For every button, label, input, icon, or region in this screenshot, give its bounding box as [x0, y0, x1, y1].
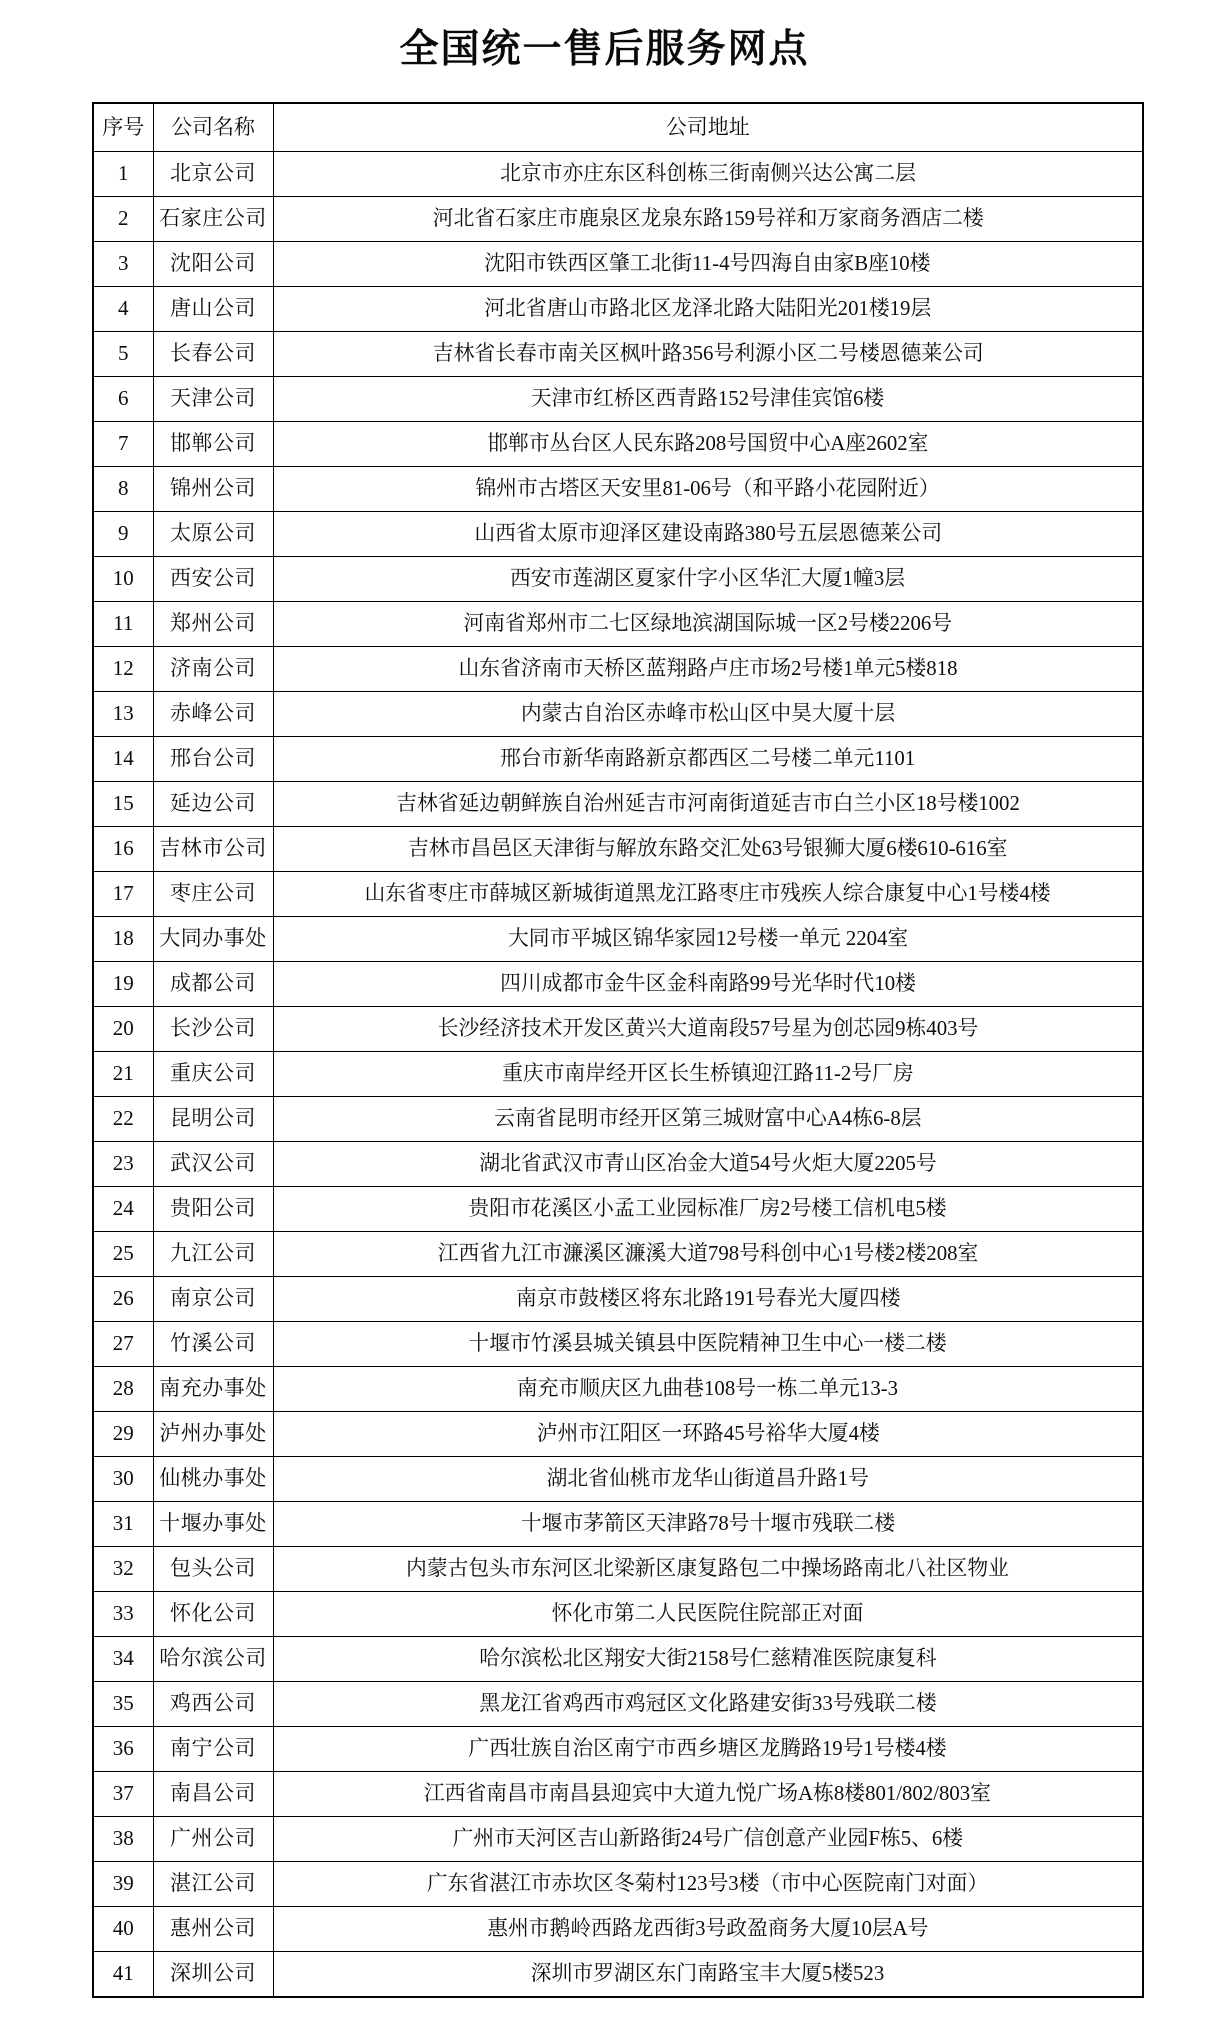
table-row [93, 1187, 1143, 1232]
cell-company-address [273, 1727, 1143, 1772]
address-text: 吉林省长春市南关区枫叶路356号利源小区二号楼恩德莱公司 [432, 341, 984, 366]
cell-index: 2 [93, 197, 153, 242]
cell-index: 34 [93, 1637, 153, 1682]
service-network-table-container [92, 102, 1142, 1998]
cell-company-name: 枣庄公司 [153, 872, 273, 917]
cell-index: 16 [93, 827, 153, 872]
cell-company-name: 十堰办事处 [153, 1502, 273, 1547]
cell-index: 17 [93, 872, 153, 917]
table-body [93, 152, 1143, 1998]
cell-company-name: 石家庄公司 [153, 197, 273, 242]
address-text: 江西省南昌市南昌县迎宾中大道九悦广场A栋8楼801/802/803室 [424, 1781, 992, 1806]
cell-company-address [273, 1592, 1143, 1637]
address-text: 内蒙古自治区赤峰市松山区中昊大厦十层 [520, 701, 895, 726]
address-text: 吉林市昌邑区天津街与解放东路交汇处63号银狮大厦6楼610-616室 [408, 836, 1008, 861]
table-row [93, 1547, 1143, 1592]
cell-index: 20 [93, 1007, 153, 1052]
cell-index: 14 [93, 737, 153, 782]
table-row [93, 377, 1143, 422]
cell-company-address [273, 1862, 1143, 1907]
cell-company-address [273, 1097, 1143, 1142]
cell-index: 12 [93, 647, 153, 692]
cell-company-name: 昆明公司 [153, 1097, 273, 1142]
address-text: 大同市平城区锦华家园12号楼一单元 2204室 [507, 926, 908, 951]
cell-company-name: 惠州公司 [153, 1907, 273, 1952]
table-row [93, 602, 1143, 647]
cell-company-address [273, 1637, 1143, 1682]
cell-company-name: 延边公司 [153, 782, 273, 827]
cell-index: 5 [93, 332, 153, 377]
cell-index: 10 [93, 557, 153, 602]
table-row [93, 152, 1143, 197]
cell-company-name: 哈尔滨公司 [153, 1637, 273, 1682]
cell-company-name: 沈阳公司 [153, 242, 273, 287]
address-text: 十堰市竹溪县城关镇县中医院精神卫生中心一楼二楼 [468, 1331, 947, 1356]
cell-company-address [273, 1052, 1143, 1097]
cell-index: 3 [93, 242, 153, 287]
table-row [93, 1142, 1143, 1187]
cell-index: 9 [93, 512, 153, 557]
address-text: 西安市莲湖区夏家什字小区华汇大厦1幢3层 [510, 566, 906, 591]
cell-company-address [273, 467, 1143, 512]
cell-company-address [273, 782, 1143, 827]
address-text: 广西壮族自治区南宁市西乡塘区龙腾路19号1号楼4楼 [468, 1736, 947, 1761]
address-text: 泸州市江阳区一环路45号裕华大厦4楼 [536, 1421, 880, 1446]
cell-index: 15 [93, 782, 153, 827]
cell-company-address [273, 962, 1143, 1007]
cell-company-name: 西安公司 [153, 557, 273, 602]
column-header-name: 公司名称 [153, 103, 273, 152]
address-text: 深圳市罗湖区东门南路宝丰大厦5楼523 [531, 1961, 885, 1986]
address-text: 沈阳市铁西区肇工北街11-4号四海自由家B座10楼 [484, 251, 931, 276]
table-row [93, 1412, 1143, 1457]
cell-index: 19 [93, 962, 153, 1007]
cell-company-address [273, 1232, 1143, 1277]
cell-company-name: 包头公司 [153, 1547, 273, 1592]
table-row [93, 1007, 1143, 1052]
address-text: 邯郸市丛台区人民东路208号国贸中心A座2602室 [487, 431, 929, 456]
table-row [93, 1772, 1143, 1817]
table-header [93, 103, 1143, 152]
cell-company-name: 鸡西公司 [153, 1682, 273, 1727]
cell-company-address [273, 152, 1143, 197]
table-row [93, 1367, 1143, 1412]
cell-company-address [273, 692, 1143, 737]
address-text: 河南省郑州市二七区绿地滨湖国际城一区2号楼2206号 [463, 611, 953, 636]
address-text: 北京市亦庄东区科创栋三街南侧兴达公寓二层 [499, 161, 916, 186]
table-row [93, 1817, 1143, 1862]
cell-company-address [273, 1322, 1143, 1367]
cell-company-address [273, 1457, 1143, 1502]
cell-company-address [273, 242, 1143, 287]
cell-company-address [273, 1187, 1143, 1232]
cell-company-name: 广州公司 [153, 1817, 273, 1862]
cell-company-address [273, 422, 1143, 467]
cell-company-name: 南昌公司 [153, 1772, 273, 1817]
table-row [93, 332, 1143, 377]
table-row [93, 287, 1143, 332]
cell-index: 24 [93, 1187, 153, 1232]
address-text: 锦州市古塔区天安里81-06号（和平路小花园附近） [475, 476, 940, 501]
address-text: 江西省九江市濂溪区濂溪大道798号科创中心1号楼2楼208室 [437, 1241, 979, 1266]
cell-company-address [273, 197, 1143, 242]
cell-company-name: 吉林市公司 [153, 827, 273, 872]
cell-index: 27 [93, 1322, 153, 1367]
cell-company-name: 大同办事处 [153, 917, 273, 962]
address-text: 湖北省武汉市青山区冶金大道54号火炬大厦2205号 [479, 1151, 937, 1176]
address-text: 山东省济南市天桥区蓝翔路卢庄市场2号楼1单元5楼818 [458, 656, 958, 681]
table-row [93, 1862, 1143, 1907]
table-row [93, 1727, 1143, 1772]
address-text: 山西省太原市迎泽区建设南路380号五层恩德莱公司 [473, 521, 942, 546]
cell-company-address [273, 1907, 1143, 1952]
address-text: 贵阳市花溪区小孟工业园标准厂房2号楼工信机电5楼 [468, 1196, 947, 1221]
address-text: 山东省枣庄市薛城区新城街道黑龙江路枣庄市残疾人综合康复中心1号楼4楼 [364, 881, 1051, 906]
table-row [93, 422, 1143, 467]
cell-company-name: 北京公司 [153, 152, 273, 197]
cell-index: 37 [93, 1772, 153, 1817]
cell-company-name: 重庆公司 [153, 1052, 273, 1097]
address-text: 天津市红桥区西青路152号津佳宾馆6楼 [531, 386, 885, 411]
table-row [93, 512, 1143, 557]
cell-company-name: 九江公司 [153, 1232, 273, 1277]
address-text: 长沙经济技术开发区黄兴大道南段57号星为创芯园9栋403号 [437, 1016, 979, 1041]
cell-index: 36 [93, 1727, 153, 1772]
column-header-index: 序号 [93, 103, 153, 152]
cell-company-name: 怀化公司 [153, 1592, 273, 1637]
cell-company-address [273, 1817, 1143, 1862]
cell-company-address [273, 1502, 1143, 1547]
cell-index: 29 [93, 1412, 153, 1457]
table-row [93, 692, 1143, 737]
address-text: 云南省昆明市经开区第三城财富中心A4栋6-8层 [494, 1106, 922, 1131]
cell-index: 23 [93, 1142, 153, 1187]
address-text: 南京市鼓楼区将东北路191号春光大厦四楼 [515, 1286, 901, 1311]
address-text: 内蒙古包头市东河区北梁新区康复路包二中操场路南北八社区物业 [406, 1556, 1010, 1581]
cell-index: 32 [93, 1547, 153, 1592]
address-text: 重庆市南岸经开区长生桥镇迎江路11-2号厂房 [501, 1061, 914, 1086]
cell-index: 39 [93, 1862, 153, 1907]
cell-company-address [273, 827, 1143, 872]
table-row [93, 1637, 1143, 1682]
cell-company-name: 天津公司 [153, 377, 273, 422]
cell-index: 38 [93, 1817, 153, 1862]
cell-company-name: 锦州公司 [153, 467, 273, 512]
column-header-address: 公司地址 [273, 103, 1143, 152]
cell-company-address [273, 287, 1143, 332]
cell-index: 41 [93, 1952, 153, 1998]
table-row [93, 1592, 1143, 1637]
cell-company-address [273, 1277, 1143, 1322]
cell-company-name: 竹溪公司 [153, 1322, 273, 1367]
cell-index: 1 [93, 152, 153, 197]
cell-index: 4 [93, 287, 153, 332]
cell-company-name: 唐山公司 [153, 287, 273, 332]
cell-company-address [273, 1682, 1143, 1727]
cell-company-address [273, 647, 1143, 692]
cell-index: 35 [93, 1682, 153, 1727]
cell-company-address [273, 1772, 1143, 1817]
table-row [93, 827, 1143, 872]
table-row [93, 782, 1143, 827]
address-text: 黑龙江省鸡西市鸡冠区文化路建安街33号残联二楼 [479, 1691, 937, 1716]
table-row [93, 242, 1143, 287]
address-text: 惠州市鹅岭西路龙西街3号政盈商务大厦10层A号 [487, 1916, 929, 1941]
address-text: 河北省唐山市路北区龙泽北路大陆阳光201楼19层 [484, 296, 932, 321]
cell-company-name: 邢台公司 [153, 737, 273, 782]
table-row [93, 1907, 1143, 1952]
cell-company-name: 邯郸公司 [153, 422, 273, 467]
cell-company-name: 南京公司 [153, 1277, 273, 1322]
table-row [93, 467, 1143, 512]
cell-company-name: 太原公司 [153, 512, 273, 557]
cell-company-name: 武汉公司 [153, 1142, 273, 1187]
cell-company-address [273, 377, 1143, 422]
cell-index: 26 [93, 1277, 153, 1322]
cell-index: 11 [93, 602, 153, 647]
table-row [93, 1457, 1143, 1502]
cell-company-name: 郑州公司 [153, 602, 273, 647]
table-row [93, 917, 1143, 962]
cell-index: 7 [93, 422, 153, 467]
cell-company-name: 长沙公司 [153, 1007, 273, 1052]
table-row [93, 737, 1143, 782]
cell-company-address [273, 512, 1143, 557]
table-row [93, 1052, 1143, 1097]
address-text: 吉林省延边朝鲜族自治州延吉市河南街道延吉市白兰小区18号楼1002 [395, 791, 1020, 816]
table-row [93, 1232, 1143, 1277]
cell-index: 21 [93, 1052, 153, 1097]
cell-company-address [273, 557, 1143, 602]
table-header-row [93, 103, 1143, 152]
cell-company-address [273, 737, 1143, 782]
cell-company-name: 泸州办事处 [153, 1412, 273, 1457]
cell-company-address [273, 1007, 1143, 1052]
cell-company-name: 赤峰公司 [153, 692, 273, 737]
cell-index: 33 [93, 1592, 153, 1637]
table-row [93, 1277, 1143, 1322]
address-text: 广东省湛江市赤坎区冬菊村123号3楼（市中心医院南门对面） [427, 1871, 989, 1896]
address-text: 广州市天河区吉山新路街24号广信创意产业园F栋5、6楼 [452, 1826, 964, 1851]
table-row [93, 1952, 1143, 1998]
cell-index: 30 [93, 1457, 153, 1502]
cell-index: 40 [93, 1907, 153, 1952]
table-row [93, 647, 1143, 692]
cell-index: 31 [93, 1502, 153, 1547]
cell-company-name: 南充办事处 [153, 1367, 273, 1412]
address-text: 哈尔滨松北区翔安大街2158号仁慈精准医院康复科 [479, 1646, 937, 1671]
table-row [93, 1502, 1143, 1547]
cell-company-name: 长春公司 [153, 332, 273, 377]
address-text: 十堰市茅箭区天津路78号十堰市残联二楼 [520, 1511, 895, 1536]
cell-company-name: 济南公司 [153, 647, 273, 692]
cell-company-address [273, 332, 1143, 377]
cell-company-address [273, 1547, 1143, 1592]
cell-company-name: 深圳公司 [153, 1952, 273, 1998]
cell-index: 25 [93, 1232, 153, 1277]
cell-company-address [273, 1142, 1143, 1187]
cell-index: 8 [93, 467, 153, 512]
cell-company-address [273, 1952, 1143, 1998]
table-row [93, 1322, 1143, 1367]
cell-index: 22 [93, 1097, 153, 1142]
cell-company-name: 成都公司 [153, 962, 273, 1007]
cell-company-name: 仙桃办事处 [153, 1457, 273, 1502]
cell-company-address [273, 1412, 1143, 1457]
cell-index: 13 [93, 692, 153, 737]
cell-index: 18 [93, 917, 153, 962]
address-text: 怀化市第二人民医院住院部正对面 [551, 1601, 864, 1626]
address-text: 邢台市新华南路新京都西区二号楼二单元1101 [500, 746, 916, 771]
table-row [93, 197, 1143, 242]
cell-company-name: 南宁公司 [153, 1727, 273, 1772]
address-text: 南充市顺庆区九曲巷108号一栋二单元13-3 [517, 1376, 899, 1401]
page-title: 全国统一售后服务网点 [399, 28, 810, 71]
table-row [93, 557, 1143, 602]
address-text: 四川成都市金牛区金科南路99号光华时代10楼 [499, 971, 916, 996]
cell-company-address [273, 1367, 1143, 1412]
address-text: 河北省石家庄市鹿泉区龙泉东路159号祥和万家商务酒店二楼 [432, 206, 984, 231]
cell-index: 6 [93, 377, 153, 422]
service-network-table [92, 102, 1144, 1998]
cell-company-address [273, 872, 1143, 917]
cell-company-name: 湛江公司 [153, 1862, 273, 1907]
cell-index: 28 [93, 1367, 153, 1412]
cell-company-address [273, 917, 1143, 962]
table-row [93, 872, 1143, 917]
cell-company-name: 贵阳公司 [153, 1187, 273, 1232]
cell-company-address [273, 602, 1143, 647]
table-row [93, 1682, 1143, 1727]
table-row [93, 962, 1143, 1007]
address-text: 湖北省仙桃市龙华山街道昌升路1号 [546, 1466, 869, 1491]
table-row [93, 1097, 1143, 1142]
